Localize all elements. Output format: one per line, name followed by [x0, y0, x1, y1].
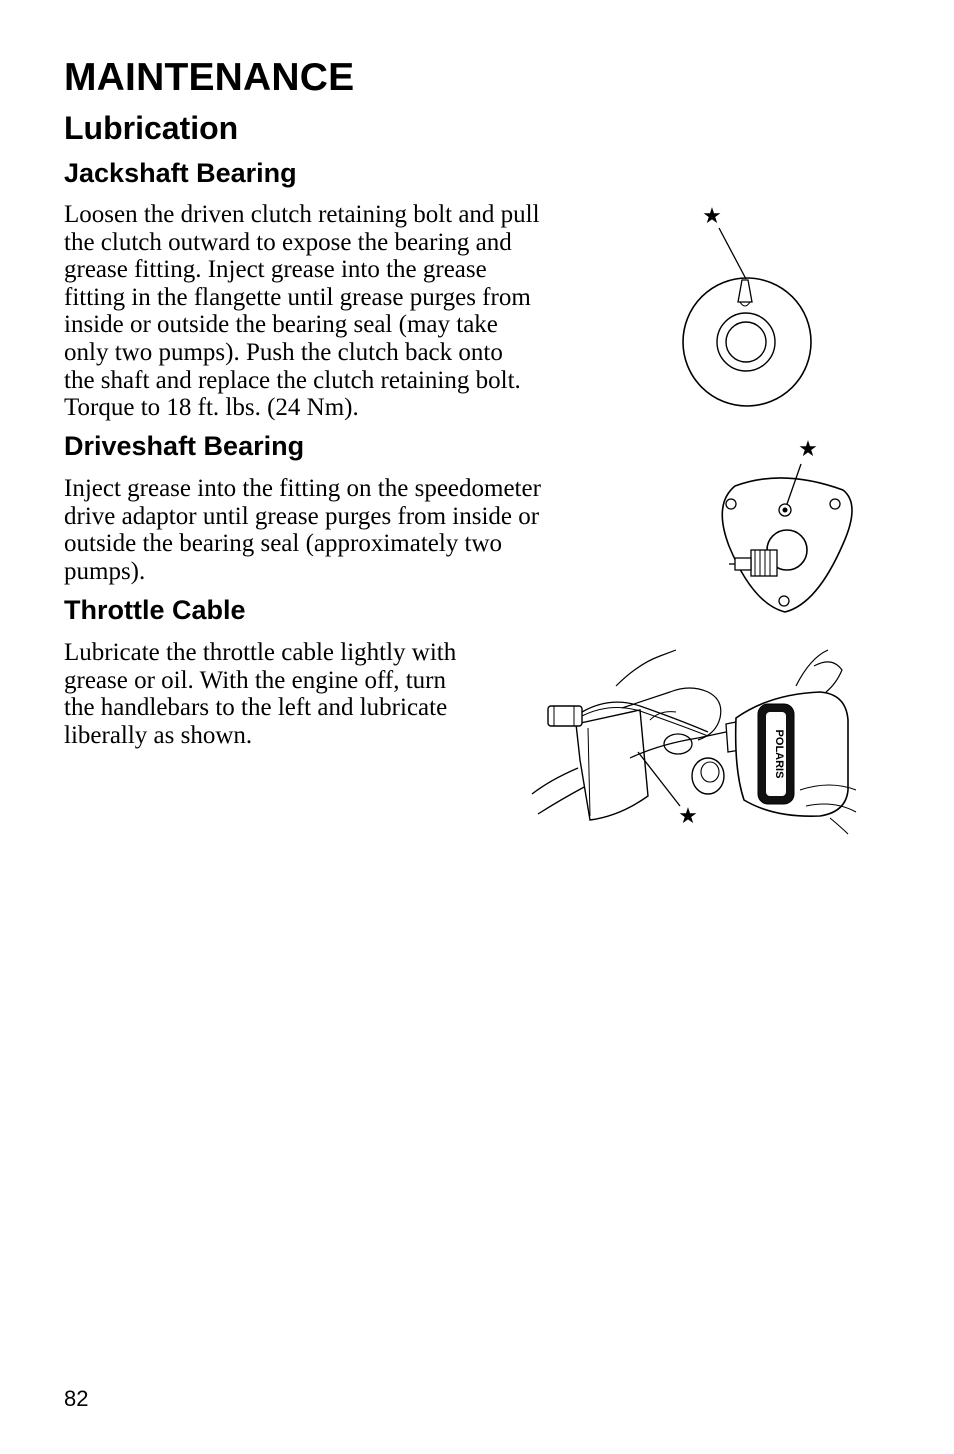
section-title: Lubrication	[64, 110, 239, 146]
driveshaft-heading: Driveshaft Bearing	[64, 431, 305, 461]
page-title: MAINTENANCE	[64, 56, 355, 99]
jackshaft-bearing-figure	[670, 196, 830, 411]
driveshaft-bearing-figure	[705, 434, 865, 620]
jackshaft-text: Loosen the driven clutch retaining bolt and pull the clutch outward to expose the bearing and grease fitting. Inject grease into the grease fitting in the flangette until grease purges from inside or outside the bearing seal (may take only two pumps). Push the clutch back onto the shaft and replace the clutch retaining bolt. Torque to 18 ft. lbs. (24 Nm).	[64, 201, 540, 422]
driveshaft-text: Inject grease into the fitting on the speedometer drive adaptor until grease purges from inside or outside the bearing seal (approximately two pumps).	[64, 475, 541, 585]
star-marker-icon: ★	[678, 804, 698, 829]
throttle-cable-figure	[530, 640, 860, 835]
star-marker-icon: ★	[798, 437, 818, 462]
jackshaft-heading: Jackshaft Bearing	[64, 158, 297, 188]
bottle-brand-label: POLARIS	[773, 729, 785, 779]
throttle-heading: Throttle Cable	[64, 595, 246, 625]
page-number: 82	[64, 1386, 89, 1411]
throttle-text: Lubricate the throttle cable lightly with grease or oil. With the engine off, turn the handlebars to the left and lubricate liberally as shown.	[64, 639, 457, 749]
star-marker-icon: ★	[702, 204, 722, 229]
